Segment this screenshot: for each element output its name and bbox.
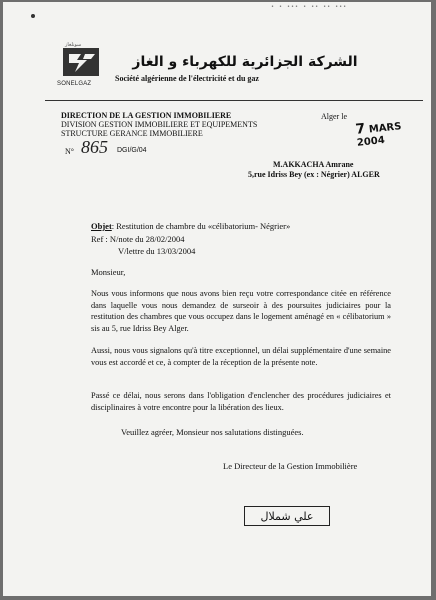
- sonelgaz-logo-icon: [61, 46, 101, 78]
- reference-line-2: V/lettre du 13/03/2004: [118, 246, 196, 256]
- logo-label: SONELGAZ: [57, 81, 92, 87]
- reference-code: DGI/G/04: [117, 147, 147, 154]
- reference-prefix: N°: [65, 147, 74, 156]
- paragraph-2: Aussi, nous vous signalons qu'à titre exceptionnel, un délai supplémentaire d'une semaine vous est accordé et ce, à compter de la réception de la présente note.: [91, 346, 391, 367]
- subject-text: : Restitution de chambre du «célibatorium- Négrier»: [111, 221, 291, 231]
- subject-label: Objet: [91, 221, 112, 231]
- date-day: 7: [354, 120, 367, 138]
- header-line-direction: DIRECTION DE LA GESTION IMMOBILIERE: [61, 111, 232, 120]
- reference-number: 865: [81, 137, 108, 157]
- name-stamp: علي شملال: [244, 506, 330, 526]
- logo-arabic-text: سونلغاز: [65, 42, 82, 48]
- header-line-structure: STRUCTURE GERANCE IMMOBILIERE: [61, 129, 203, 138]
- company-name-french: Société algérienne de l'électricité et du gaz: [115, 74, 259, 83]
- reference-line-1: Ref : N/note du 28/02/2004: [91, 234, 185, 244]
- paragraph-3: Passé ce délai, nous serons dans l'obligation d'enclencher des procédures judiciaires et disciplinaires à votre encontre pour la libération des lieux.: [91, 391, 391, 412]
- scan-marks: • • ••• • •• •• •••: [271, 4, 348, 10]
- date-month-year: MARS 2004: [356, 121, 402, 149]
- signer-title: Le Directeur de la Gestion Immobilière: [223, 461, 358, 471]
- date-label: Alger le: [321, 112, 347, 121]
- header-line-division: DIVISION GESTION IMMOBILIERE ET EQUIPEMENTS: [61, 120, 258, 129]
- scan-dot: [31, 14, 35, 18]
- company-name-arabic: الشركة الجزائرية للكهرباء و الغاز: [132, 54, 358, 70]
- sender-header: [61, 111, 257, 138]
- header-divider: [45, 100, 423, 101]
- subject-line: [91, 220, 290, 232]
- recipient-name: M.AKKACHA Amrane: [273, 160, 354, 169]
- closing-formula: Veuillez agréer, Monsieur nos salutations distinguées.: [121, 427, 304, 437]
- date-stamp: [355, 114, 431, 149]
- letter-page: [3, 2, 431, 596]
- salutation: Monsieur,: [91, 267, 126, 277]
- paragraph-1: Nous vous informons que nous avons bien reçu votre correspondance citée en référence dans laquelle vous nous demandez de surseoir à des poursuites judiciaires pour la restitution des chambres que vous occupez dans le logement aménagé en « célibatorium » sis au 5, rue Idriss Bey Alger.: [91, 289, 391, 333]
- recipient-address: 5,rue Idriss Bey (ex : Négrier) ALGER: [248, 170, 380, 179]
